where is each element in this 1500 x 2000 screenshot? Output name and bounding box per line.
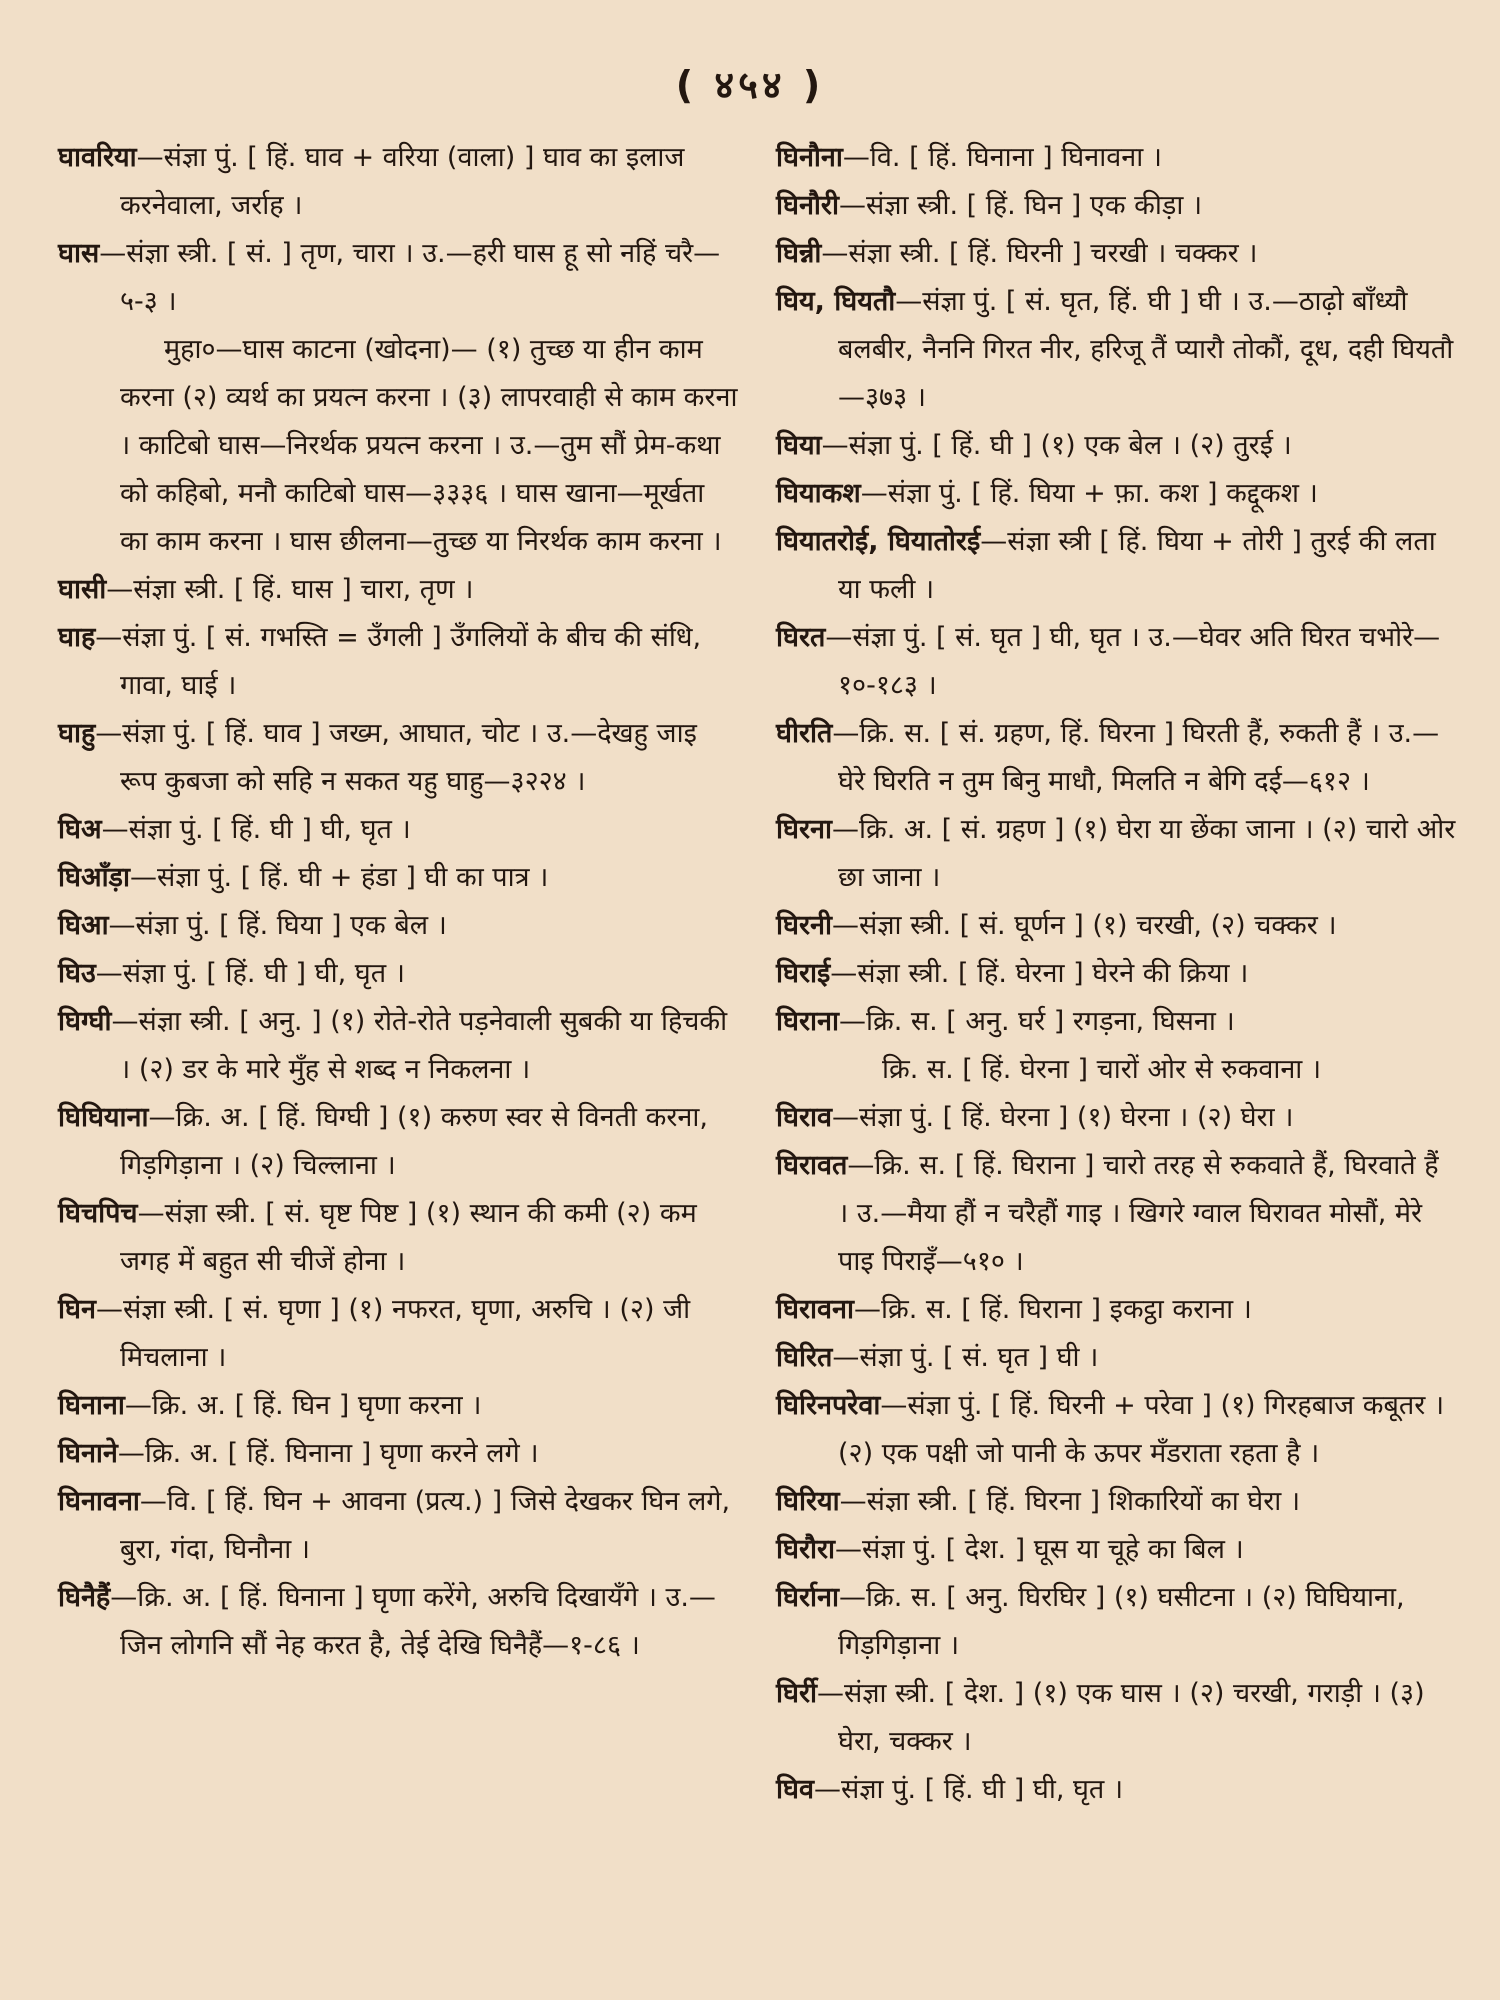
headword: घिरना [776, 814, 832, 845]
dictionary-entry [776, 134, 1456, 182]
dictionary-entry [776, 1670, 1456, 1766]
definition: —संज्ञा स्त्री. [ अनु. ] (१) रोते-रोते पड़नेवाली सुबकी या हिचकी । (२) डर के मारे मुँह से शब्द न निकलना । [111, 1006, 728, 1085]
definition: —संज्ञा पुं. [ हिं. घी ] घी, घृत । [101, 814, 411, 845]
dictionary-entry [58, 854, 738, 902]
definition: —संज्ञा पुं. [ हिं. घी ] घी, घृत । [95, 958, 405, 989]
definition: —क्रि. अ. [ हिं. घिनाना ] घृणा करेंगे, अरुचि दिखायँगे । उ.—जिन लोगनि सौं नेह करत है, तेई देखि घिनैहैं—१-८६ । [110, 1582, 716, 1661]
headword: घियातरोई, घियातोरई [776, 526, 981, 557]
definition: —संज्ञा स्त्री. [ हिं. घिरनी ] चरखी । चक्कर । [821, 238, 1258, 269]
dictionary-entry [776, 614, 1456, 710]
dictionary-entry [776, 1382, 1456, 1478]
dictionary-entry [776, 1142, 1456, 1286]
dictionary-entry [776, 182, 1456, 230]
definition: क्रि. स. [ हिं. घेरना ] चारों ओर से रुकवाना । [882, 1054, 1322, 1085]
definition: —संज्ञा स्त्री. [ हिं. घास ] चारा, तृण । [106, 574, 474, 605]
headword: घिनौना [776, 142, 843, 173]
dictionary-entry [58, 1094, 738, 1190]
dictionary-entry [58, 710, 738, 806]
definition: —संज्ञा स्त्री. [ हिं. घिन ] एक कीड़ा । [838, 190, 1203, 221]
headword: घिरावना [776, 1294, 854, 1325]
headword: घिनाने [58, 1438, 118, 1469]
definition: —वि. [ हिं. घिनाना ] घिनावना । [842, 142, 1163, 173]
dictionary-entry [58, 230, 738, 326]
definition: —संज्ञा पुं. [ हिं. घिया + फ़ा. कश ] कद्दूकश । [860, 478, 1318, 509]
headword: घिरिया [776, 1486, 840, 1517]
dictionary-entry [58, 998, 738, 1094]
dictionary-entry [776, 518, 1456, 614]
headword: घिर्राना [776, 1582, 839, 1613]
headword: घिया [776, 430, 822, 461]
definition: —संज्ञा स्त्री. [ देश. ] (१) एक घास । (२) चरखी, गराड़ी । (३) घेरा, चक्कर । [817, 1678, 1425, 1757]
definition: —संज्ञा स्त्री. [ हिं. घेरना ] घेरने की क्रिया । [830, 958, 1249, 989]
dictionary-entry [776, 806, 1456, 902]
headword: घिघियाना [58, 1102, 149, 1133]
headword: घिउ [58, 958, 96, 989]
headword: घिआ [58, 910, 109, 941]
dictionary-entry [58, 566, 738, 614]
dictionary-entry [776, 1094, 1456, 1142]
definition: —संज्ञा पुं. [ हिं. घी ] घी, घृत । [813, 1774, 1124, 1805]
definition: —संज्ञा स्त्री [ हिं. घिया + तोरी ] तुरई की लता या फली । [838, 526, 1436, 605]
dictionary-entry [58, 1190, 738, 1286]
headword: घिरनी [776, 910, 832, 941]
dictionary-entry [58, 950, 738, 998]
headword: घिनौरी [776, 190, 839, 221]
page-number: ( ४५४ ) [675, 63, 825, 107]
headword: घासी [58, 574, 107, 605]
dictionary-entry [776, 278, 1456, 422]
right-column [776, 134, 1456, 1814]
definition: —संज्ञा पुं. [ देश. ] घूस या चूहे का बिल । [835, 1534, 1244, 1565]
definition: —क्रि. स. [ अनु. घर्र ] रगड़ना, घिसना । [838, 1006, 1235, 1037]
headword: घिचपिच [58, 1198, 138, 1229]
left-column [58, 134, 738, 1670]
definition: —संज्ञा पुं. [ हिं. घिया ] एक बेल । [108, 910, 447, 941]
dictionary-entry [58, 1382, 738, 1430]
definition: —संज्ञा स्त्री. [ सं. घूर्णन ] (१) चरखी, (२) चक्कर । [831, 910, 1337, 941]
headword: घास [58, 238, 100, 269]
dictionary-entry [58, 1286, 738, 1382]
dictionary-entry [58, 806, 738, 854]
dictionary-entry [776, 710, 1456, 806]
definition: —क्रि. स. [ अनु. घिरघिर ] (१) घसीटना । (२) घिघियाना, गिड़गिड़ाना । [838, 1582, 1405, 1661]
headword: घावरिया [58, 142, 137, 173]
dictionary-entry [776, 1334, 1456, 1382]
headword: घिर्री [776, 1678, 817, 1709]
headword: घिरावत [776, 1150, 848, 1181]
headword: घिनावना [58, 1486, 140, 1517]
definition: —संज्ञा स्त्री. [ सं. ] तृण, चारा । उ.—हरी घास हू सो नहिं चरै—५-३ । [99, 238, 721, 317]
dictionary-entry [776, 422, 1456, 470]
headword: घिग्घी [58, 1006, 112, 1037]
idiom-block [58, 326, 738, 566]
headword: घीरति [776, 718, 833, 749]
headword: घिनैहैं [58, 1582, 111, 1613]
headword: घिनाना [58, 1390, 125, 1421]
dictionary-entry [58, 614, 738, 710]
definition: —संज्ञा पुं. [ सं. घृत ] घी । [832, 1342, 1099, 1373]
sub-sense [776, 1046, 1456, 1094]
dictionary-entry [776, 230, 1456, 278]
definition: मुहा०—घास काटना (खोदना)— (१) तुच्छ या हीन काम करना (२) व्यर्थ का प्रयत्न करना । (३) लापरवाही से काम करना । काटिबो घास—निरर्थक प्रयत्न करना । उ.—तुम सौं प्रेम-कथा को कहिबो, मनौ काटिबो घास—३३३६ । घास खाना—मूर्खता का काम करना । घास छीलना—तुच्छ या निरर्थक काम करना । [120, 334, 738, 557]
dictionary-entry [776, 998, 1456, 1046]
definition: —क्रि. अ. [ हिं. घिनाना ] घृणा करने लगे । [117, 1438, 539, 1469]
dictionary-entry [776, 1478, 1456, 1526]
dictionary-entry [776, 950, 1456, 998]
definition: —क्रि. स. [ हिं. घिराना ] चारो तरह से रुकवाते हैं, घिरवाते हैं । उ.—मैया हौं न चरैहौं गाइ । खिगरे ग्वाल घिरावत मोसौं, मेरे पाइ पिराइँ—५१० । [838, 1150, 1439, 1277]
headword: घियाकश [776, 478, 861, 509]
definition: —संज्ञा पुं. [ सं. घृत, हिं. घी ] घी । उ.—ठाढ़ो बाँध्यौ बलबीर, नैननि गिरत नीर, हरिजू तैं प्यारौ तोकौं, दूध, दही घियतौ—३७३ । [838, 286, 1454, 413]
definition: —संज्ञा पुं. [ सं. घृत ] घी, घृत । उ.—घेवर अति घिरत चभोरे—१०-१८३ । [825, 622, 1441, 701]
headword: घिय, घियतौ [776, 286, 896, 317]
definition: —संज्ञा स्त्री. [ हिं. घिरना ] शिकारियों का घेरा । [839, 1486, 1301, 1517]
definition: —संज्ञा स्त्री. [ सं. घृणा ] (१) नफरत, घृणा, अरुचि । (२) जी मिचलाना । [95, 1294, 691, 1373]
definition: —क्रि. अ. [ हिं. घिग्घी ] (१) करुण स्वर से विनती करना, गिड़गिड़ाना । (२) चिल्लाना । [120, 1102, 708, 1181]
headword: घिन्नी [776, 238, 822, 269]
dictionary-entry [58, 902, 738, 950]
definition: —संज्ञा पुं. [ हिं. घिरनी + परेवा ] (१) गिरहबाज कबूतर । (२) एक पक्षी जो पानी के ऊपर मँडराता रहता है । [838, 1390, 1445, 1469]
headword: घिराव [776, 1102, 832, 1133]
dictionary-entry [58, 1478, 738, 1574]
dictionary-entry [776, 1574, 1456, 1670]
headword: घिरित [776, 1342, 833, 1373]
dictionary-entry [776, 1766, 1456, 1814]
definition: —संज्ञा पुं. [ हिं. घाव + वरिया (वाला) ] घाव का इलाज करनेवाला, जर्राह । [120, 142, 685, 221]
definition: —क्रि. स. [ हिं. घिराना ] इकट्ठा कराना । [853, 1294, 1252, 1325]
definition: —क्रि. अ. [ हिं. घिन ] घृणा करना । [124, 1390, 482, 1421]
definition: —क्रि. अ. [ सं. ग्रहण ] (१) घेरा या छेंका जाना । (२) चारो ओर छा जाना । [831, 814, 1456, 893]
headword: घिन [58, 1294, 96, 1325]
dictionary-entry [776, 1526, 1456, 1574]
definition: —संज्ञा पुं. [ सं. गभस्ति = उँगली ] उँगलियों के बीच की संधि, गावा, घाई । [95, 622, 702, 701]
definition: —संज्ञा पुं. [ हिं. घेरना ] (१) घेरना । (२) घेरा । [832, 1102, 1294, 1133]
definition: —क्रि. स. [ सं. ग्रहण, हिं. घिरना ] घिरती हैं, रुकती हैं । उ.—घेरे घिरति न तुम बिनु माधौ, मिलति न बेगि दई—६१२ । [832, 718, 1440, 797]
definition: —वि. [ हिं. घिन + आवना (प्रत्य.) ] जिसे देखकर घिन लगे, बुरा, गंदा, घिनौना । [120, 1486, 731, 1565]
dictionary-entry [776, 470, 1456, 518]
headword: घिराई [776, 958, 831, 989]
definition: —संज्ञा पुं. [ हिं. घी ] (१) एक बेल । (२) तुरई । [821, 430, 1292, 461]
headword: घाह [58, 622, 96, 653]
headword: घिरौरा [776, 1534, 836, 1565]
dictionary-entry [776, 902, 1456, 950]
dictionary-entry [776, 1286, 1456, 1334]
dictionary-entry [58, 134, 738, 230]
dictionary-entry [58, 1430, 738, 1478]
definition: —संज्ञा पुं. [ हिं. घाव ] जख्म, आघात, चोट । उ.—देखहु जाइ रूप कुबजा को सहि न सकत यहु घाहु—३२२४ । [95, 718, 697, 797]
definition: —संज्ञा स्त्री. [ सं. घृष्ट पिष्ट ] (१) स्थान की कमी (२) कम जगह में बहुत सी चीजें होना । [120, 1198, 697, 1277]
headword: घिआँड़ा [58, 862, 130, 893]
headword: घिराना [776, 1006, 839, 1037]
headword: घाहु [58, 718, 96, 749]
headword: घिअ [58, 814, 102, 845]
headword: घिरिनपरेवा [776, 1390, 881, 1421]
headword: घिव [776, 1774, 814, 1805]
headword: घिरत [776, 622, 826, 653]
definition: —संज्ञा पुं. [ हिं. घी + हंडा ] घी का पात्र । [129, 862, 549, 893]
dictionary-entry [58, 1574, 738, 1670]
